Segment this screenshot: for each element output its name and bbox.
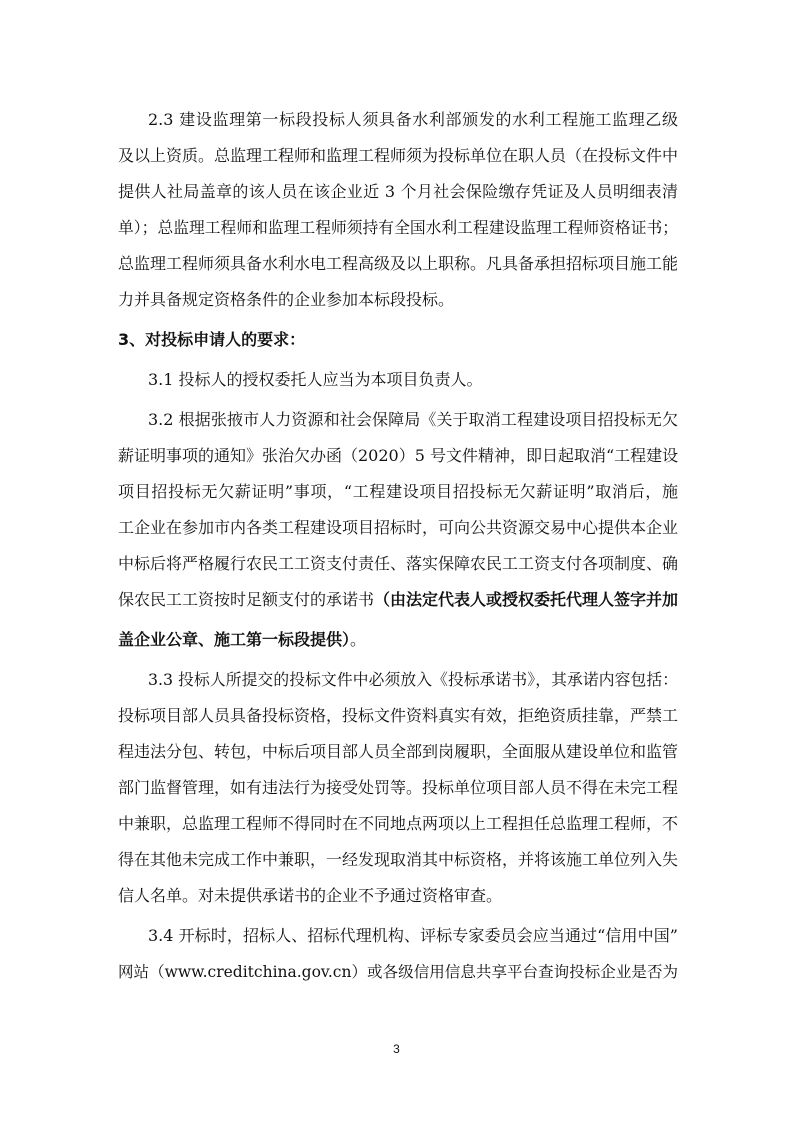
- para-3-4-line-2: 网站（www.creditchina.gov.cn）或各级信用信息共享平台查询投标企业是否为: [118, 963, 678, 981]
- para-3-2-line-3: 项目招投标无欠薪证明”事项，“工程建设项目招投标无欠薪证明”取消后，施: [118, 482, 678, 501]
- para-2-3-line-1: 2.3 建设监理第一标段投标人须具备水利部颁发的水利工程施工监理乙级: [148, 110, 678, 129]
- para-3-2-line-1: 3.2 根据张掖市人力资源和社会保障局《关于取消工程建设项目招投标无欠: [148, 410, 678, 429]
- para-3-2-line-6-normal: 保农民工工资按时足额支付的承诺书: [118, 590, 375, 609]
- para-3-4-line-1: 3.4 开标时，招标人、招标代理机构、评标专家委员会应当通过“信用中国”: [148, 926, 678, 945]
- para-3-3-line-1: 3.3 投标人所提交的投标文件中必须放入《投标承诺书》，其承诺内容包括：: [148, 670, 678, 689]
- para-3-2-line-7: [118, 630, 678, 650]
- para-3-3-line-5: 中兼职，总监理工程师不得同时在不同地点两项以上工程担任总监理工程师，不: [118, 814, 679, 833]
- para-3-2-line-7-normal: 。: [350, 630, 367, 649]
- para-3-2-line-2: 薪证明事项的通知》张治欠办函（2020）5 号文件精神，即日起取消“工程建设: [118, 446, 679, 465]
- para-3-3-line-3: 程违法分包、转包，中标后项目部人员全部到岗履职，全面服从建设单位和监管: [118, 742, 679, 761]
- para-3-2-line-6: [118, 590, 678, 610]
- para-3-3-line-2: 投标项目部人员具备投标资格，投标文件资料真实有效，拒绝资质挂靠，严禁工: [118, 706, 679, 725]
- para-2-3-line-2: 及以上资质。总监理工程师和监理工程师须为投标单位在职人员（在投标文件中: [118, 146, 679, 165]
- para-3-2-line-4: 工企业在参加市内各类工程建设项目招标时，可向公共资源交易中心提供本企业: [118, 518, 679, 537]
- para-3-2-line-6-bold: （由法定代表人或授权委托代理人签字并加: [374, 590, 679, 609]
- para-3-3-line-7: 信人名单。对未提供承诺书的企业不予通过资格审查。: [118, 886, 503, 905]
- para-3-3-line-6: 得在其他未完成工作中兼职，一经发现取消其中标资格，并将该施工单位列入失: [118, 850, 679, 869]
- para-3-2-line-7-bold: 盖企业公章、施工第一标段提供）: [118, 630, 351, 649]
- section-heading-3: 3、对投标申请人的要求：: [118, 330, 306, 349]
- page-number: 3: [393, 1042, 400, 1056]
- para-3-3-line-4: 部门监督管理，如有违法行为接受处罚等。投标单位项目部人员不得在未完工程: [118, 778, 679, 797]
- para-2-3-line-4: 单）；总监理工程师和监理工程师须持有全国水利工程建设监理工程师资格证书；: [118, 218, 678, 237]
- para-2-3-line-5: 总监理工程师须具备水利水电工程高级及以上职称。凡具备承担招标项目施工能: [118, 254, 679, 273]
- para-3-2-line-5: 中标后将严格履行农民工工资支付责任、落实保障农民工工资支付各项制度、确: [118, 554, 679, 573]
- para-3-1-line-1: 3.1 投标人的授权委托人应当为本项目负责人。: [148, 370, 483, 389]
- para-2-3-line-3: 提供人社局盖章的该人员在该企业近 3 个月社会保险缴存凭证及人员明细表清: [118, 182, 678, 201]
- para-2-3-line-6: 力并具备规定资格条件的企业参加本标段投标。: [118, 290, 455, 309]
